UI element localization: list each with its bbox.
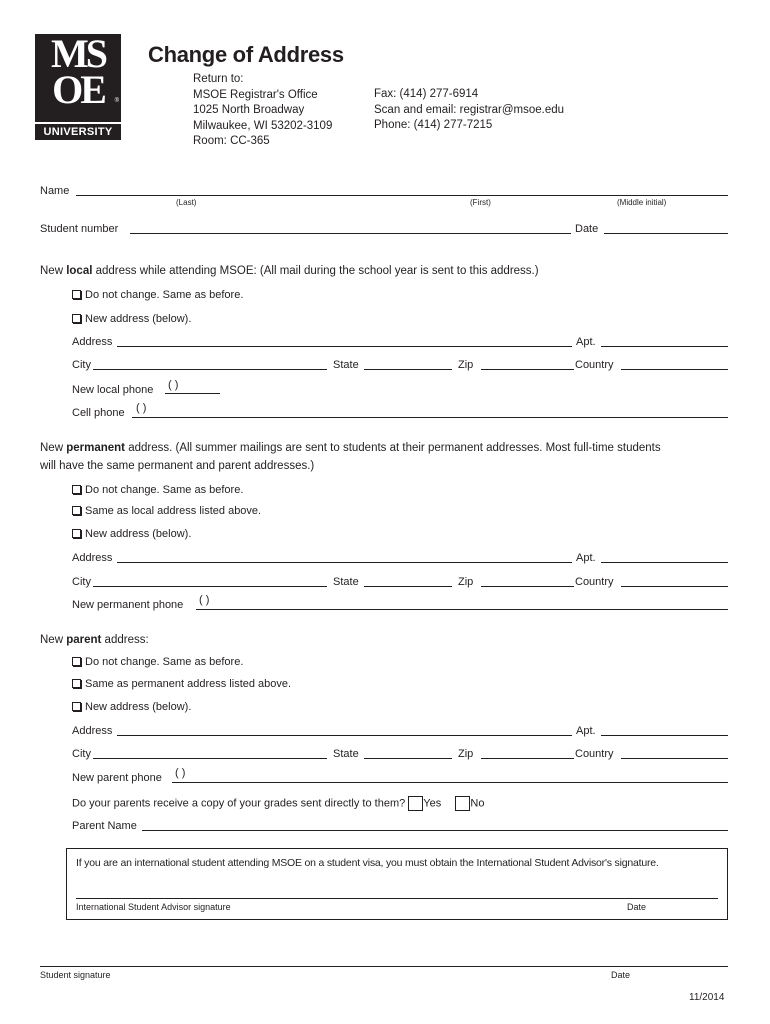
- local-heading: New local address while attending MSOE: (All mail during the school year is sent to this address.): [40, 265, 539, 277]
- advisor-date-label: Date: [627, 902, 647, 912]
- name-label: Name: [40, 185, 70, 197]
- parent-state-field[interactable]: [364, 758, 452, 759]
- registered-mark-icon: ®: [114, 98, 119, 104]
- permanent-zip-label: Zip: [458, 576, 474, 588]
- name-sub-last: (Last): [176, 198, 197, 207]
- local-phone-area-code: ( ): [168, 379, 179, 391]
- checkbox[interactable]: [72, 485, 81, 494]
- contact-fax: Fax: (414) 277-6914: [374, 88, 479, 100]
- parent-zip-field[interactable]: [481, 758, 574, 759]
- local-no-change-option[interactable]: Do not change. Same as before.: [72, 289, 243, 301]
- local-apt-field[interactable]: [601, 346, 728, 347]
- checkbox[interactable]: [72, 314, 81, 323]
- cell-phone-label: Cell phone: [72, 407, 125, 419]
- student-number-field[interactable]: [130, 233, 571, 234]
- local-apt-label: Apt.: [576, 336, 596, 348]
- grades-question-text: Do your parents receive a copy of your grades sent directly to them?: [72, 797, 406, 810]
- local-zip-field[interactable]: [481, 369, 574, 370]
- permanent-state-field[interactable]: [364, 586, 452, 587]
- return-to-block: [193, 72, 332, 150]
- no-checkbox[interactable]: [455, 796, 470, 811]
- checkbox[interactable]: [72, 657, 81, 666]
- international-notice: If you are an international student attending MSOE on a student visa, you must obtain the International Student Advisor's signature.: [76, 857, 659, 869]
- permanent-address-label: Address: [72, 552, 113, 564]
- return-to-line: MSOE Registrar's Office: [193, 88, 318, 101]
- permanent-phone-area-code: ( ): [199, 594, 210, 606]
- parent-apt-label: Apt.: [576, 725, 596, 737]
- permanent-country-label: Country: [575, 576, 614, 588]
- permanent-city-label: City: [72, 576, 91, 588]
- parent-phone-area-code: ( ): [175, 767, 186, 779]
- permanent-city-field[interactable]: [93, 586, 327, 587]
- local-new-option[interactable]: New address (below).: [72, 313, 191, 325]
- permanent-same-local-option[interactable]: Same as local address listed above.: [72, 505, 261, 517]
- permanent-zip-field[interactable]: [481, 586, 574, 587]
- name-sub-first: (First): [470, 198, 491, 207]
- logo-university: UNIVERSITY: [35, 122, 121, 140]
- return-to-line: 1025 North Broadway: [193, 104, 305, 116]
- local-city-label: City: [72, 359, 91, 371]
- local-city-field[interactable]: [93, 369, 327, 370]
- parent-no-change-option[interactable]: Do not change. Same as before.: [72, 656, 243, 668]
- return-to-line: Room: CC-365: [193, 135, 270, 147]
- local-address-field[interactable]: [117, 346, 572, 347]
- local-phone-label: New local phone: [72, 384, 154, 396]
- name-field[interactable]: [76, 195, 728, 196]
- logo-line2: OE: [52, 67, 104, 112]
- parent-same-perm-option[interactable]: Same as permanent address listed above.: [72, 678, 291, 690]
- permanent-phone-label: New permanent phone: [72, 599, 184, 611]
- local-zip-label: Zip: [458, 359, 474, 371]
- parent-zip-label: Zip: [458, 748, 474, 760]
- permanent-heading: New permanent address. (All summer mailings are sent to students at their permanent addresses. Most full-time students: [40, 442, 661, 454]
- permanent-address-field[interactable]: [117, 562, 572, 563]
- advisor-signature-label: International Student Advisor signature: [76, 902, 231, 912]
- checkbox[interactable]: [72, 506, 81, 515]
- local-phone-field[interactable]: [165, 393, 220, 394]
- permanent-apt-label: Apt.: [576, 552, 596, 564]
- permanent-phone-field[interactable]: [196, 609, 728, 610]
- yes-label: Yes: [423, 797, 442, 810]
- contact-phone: Phone: (414) 277-7215: [374, 119, 493, 131]
- msoe-logo: [35, 31, 121, 140]
- checkbox[interactable]: [72, 290, 81, 299]
- cell-phone-area-code: ( ): [136, 402, 147, 414]
- student-signature-label: Student signature: [40, 970, 111, 980]
- yes-checkbox[interactable]: [408, 796, 423, 811]
- parent-country-field[interactable]: [621, 758, 728, 759]
- local-country-label: Country: [575, 359, 614, 371]
- local-state-label: State: [333, 359, 359, 371]
- student-signature-field[interactable]: [40, 966, 728, 967]
- permanent-apt-field[interactable]: [601, 562, 728, 563]
- parent-country-label: Country: [575, 748, 614, 760]
- parent-name-label: Parent Name: [72, 820, 137, 832]
- parent-name-field[interactable]: [142, 830, 728, 831]
- logo-line1: MS: [51, 31, 105, 76]
- parent-heading: New parent address:: [40, 634, 149, 646]
- parent-city-label: City: [72, 748, 91, 760]
- parent-address-field[interactable]: [117, 735, 572, 736]
- contact-block: [374, 87, 564, 134]
- advisor-signature-field[interactable]: [76, 898, 718, 899]
- form-revision-date: 11/2014: [689, 992, 725, 1003]
- parent-state-label: State: [333, 748, 359, 760]
- local-address-label: Address: [72, 336, 113, 348]
- student-signature-date-label: Date: [611, 970, 631, 980]
- date-label: Date: [575, 223, 599, 235]
- parent-address-label: Address: [72, 725, 113, 737]
- checkbox[interactable]: [72, 679, 81, 688]
- no-label: No: [470, 797, 485, 810]
- cell-phone-field[interactable]: [132, 417, 728, 418]
- permanent-country-field[interactable]: [621, 586, 728, 587]
- local-state-field[interactable]: [364, 369, 452, 370]
- parent-phone-label: New parent phone: [72, 772, 162, 784]
- parent-city-field[interactable]: [93, 758, 327, 759]
- checkbox[interactable]: [72, 529, 81, 538]
- permanent-state-label: State: [333, 576, 359, 588]
- return-to-line: Return to:: [193, 73, 244, 85]
- student-number-label: Student number: [40, 223, 119, 235]
- permanent-no-change-option[interactable]: Do not change. Same as before.: [72, 484, 243, 496]
- page-title: Change of Address: [148, 42, 344, 67]
- permanent-new-option[interactable]: New address (below).: [72, 528, 191, 540]
- return-to-line: Milwaukee, WI 53202-3109: [193, 119, 333, 132]
- name-sub-middle: (Middle initial): [617, 198, 667, 207]
- checkbox[interactable]: [72, 702, 81, 711]
- parent-apt-field[interactable]: [601, 735, 728, 736]
- local-country-field[interactable]: [621, 369, 728, 370]
- parent-phone-field[interactable]: [172, 782, 728, 783]
- date-field[interactable]: [604, 233, 728, 234]
- permanent-heading-line2: will have the same permanent and parent addresses.): [40, 460, 315, 472]
- grades-question: [72, 796, 484, 811]
- parent-new-option[interactable]: New address (below).: [72, 701, 191, 713]
- contact-email: Scan and email: registrar@msoe.edu: [374, 103, 565, 116]
